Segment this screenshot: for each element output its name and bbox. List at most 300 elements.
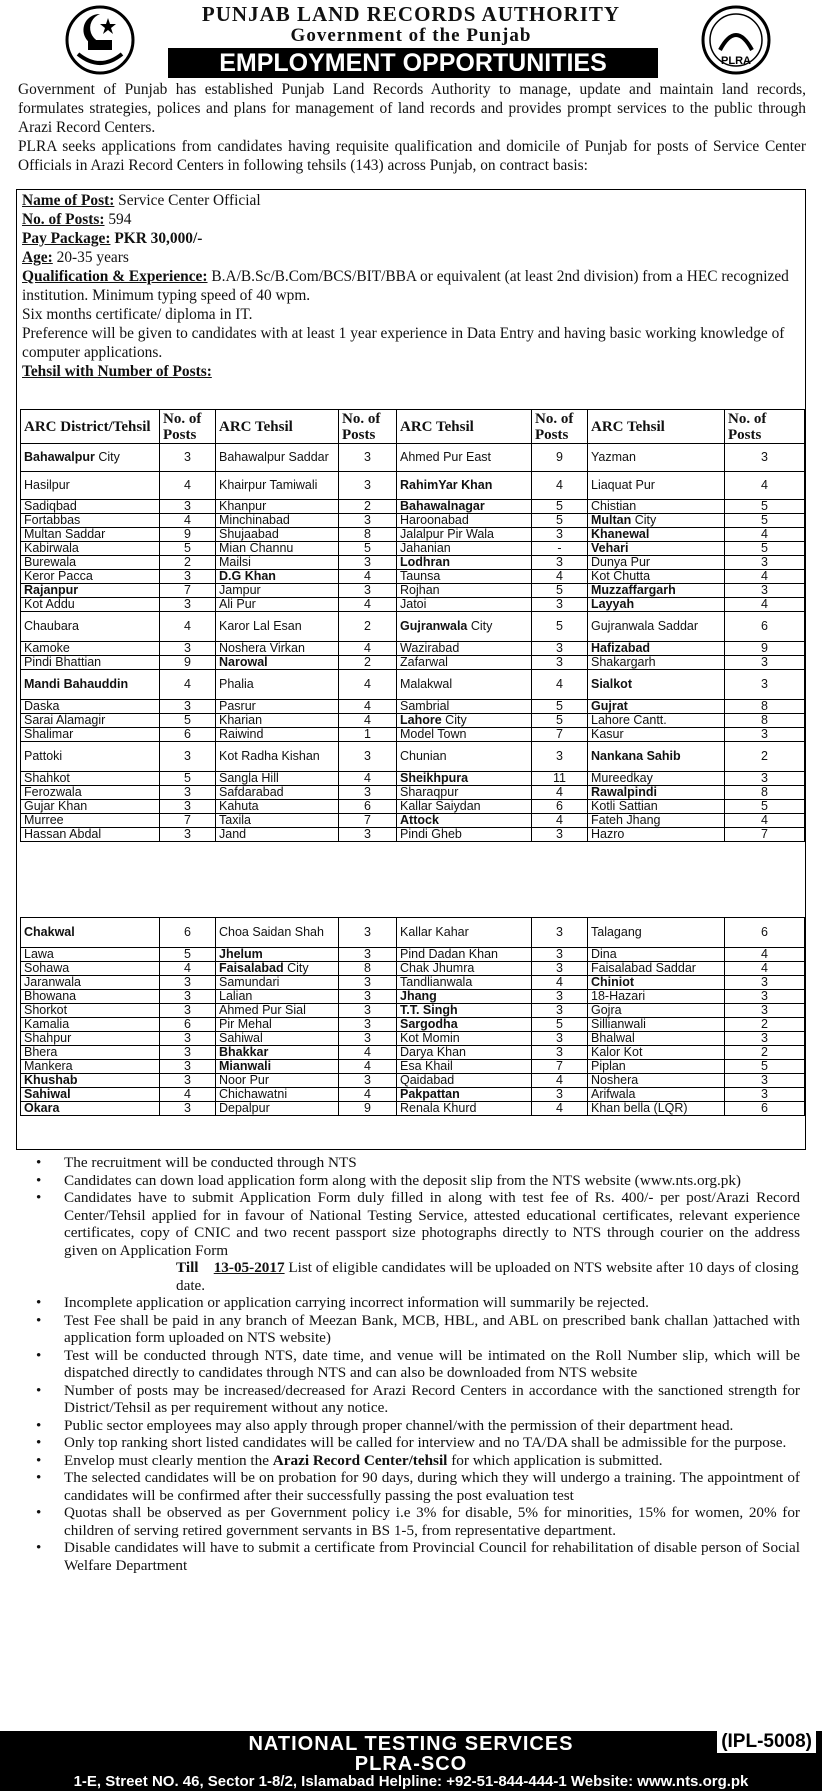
tehsil-name-cell: Kasur xyxy=(588,728,725,742)
tehsil-name-cell: Lalian xyxy=(216,990,339,1004)
tehsil-name-cell: Piplan xyxy=(588,1060,725,1074)
posts-count-cell: 5 xyxy=(532,500,588,514)
tehsil-name-cell: Kot Chutta xyxy=(588,570,725,584)
footer-code: PLRA-SCO xyxy=(354,1753,468,1775)
tehsil-name-cell: Daska xyxy=(21,700,160,714)
header-arc-tehsil: ARC Tehsil xyxy=(216,410,339,444)
district-suffix: City xyxy=(467,619,493,633)
district-name: RahimYar Khan xyxy=(400,478,493,492)
posts-count-cell: 3 xyxy=(725,556,805,570)
post-name-value: Service Center Official xyxy=(114,192,261,209)
tehsil-name-cell: Noshera xyxy=(588,1074,725,1088)
tehsil-name-cell: Pindi Bhattian xyxy=(21,656,160,670)
age-value: 20-35 years xyxy=(52,249,129,266)
posts-count-cell: 4 xyxy=(339,1088,397,1102)
posts-count-cell: 5 xyxy=(725,1060,805,1074)
tehsil-name-cell xyxy=(588,514,725,528)
posts-count-cell: 4 xyxy=(725,528,805,542)
posts-count-cell: 4 xyxy=(532,1074,588,1088)
posts-count-cell: 2 xyxy=(725,742,805,772)
table-row xyxy=(21,1088,805,1102)
tehsil-name-cell: Mureedkay xyxy=(588,772,725,786)
posts-count-cell: 3 xyxy=(160,642,216,656)
closing-date-line xyxy=(36,1259,800,1294)
tehsil-name-cell: Kot Momin xyxy=(397,1032,532,1046)
posts-count-cell: 7 xyxy=(339,814,397,828)
posts-count-cell: 3 xyxy=(532,642,588,656)
tehsil-name-cell: Mankera xyxy=(21,1060,160,1074)
posts-count-cell: 3 xyxy=(532,1046,588,1060)
header-posts: No. of Posts xyxy=(160,410,216,444)
posts-count-cell: 4 xyxy=(339,714,397,728)
posts-count-cell: 3 xyxy=(532,656,588,670)
posts-count-cell: 3 xyxy=(725,976,805,990)
tehsil-name-cell: Hassan Abdal xyxy=(21,828,160,842)
posts-count-cell: 3 xyxy=(339,1004,397,1018)
posts-count-line xyxy=(22,210,802,229)
tehsil-name-cell xyxy=(397,990,532,1004)
tehsil-name-cell: Ferozwala xyxy=(21,786,160,800)
tehsil-name-cell: Chistian xyxy=(588,500,725,514)
posts-count-cell: 3 xyxy=(160,786,216,800)
tehsil-heading xyxy=(22,362,802,381)
posts-count-cell: 2 xyxy=(725,1018,805,1032)
tehsil-name-cell: Safdarabad xyxy=(216,786,339,800)
tehsil-name-cell: Bhowana xyxy=(21,990,160,1004)
posts-count-cell: 3 xyxy=(725,444,805,472)
district-name: Mianwali xyxy=(219,1059,272,1073)
posts-count-cell: 3 xyxy=(339,990,397,1004)
tehsil-name-cell: Khairpur Tamiwali xyxy=(216,472,339,500)
posts-count-cell: 5 xyxy=(532,1018,588,1032)
tehsil-name-cell xyxy=(216,1060,339,1074)
tehsil-name-cell xyxy=(588,670,725,700)
posts-count-cell: 4 xyxy=(725,472,805,500)
posts-count-cell: 4 xyxy=(160,514,216,528)
district-name: Jhelum xyxy=(219,947,263,961)
posts-count-cell: 7 xyxy=(160,814,216,828)
table-row xyxy=(21,528,805,542)
posts-count-cell: 3 xyxy=(160,1060,216,1074)
tehsil-name-cell: Ahmed Pur East xyxy=(397,444,532,472)
posts-count-cell: 3 xyxy=(532,918,588,948)
instruction-item: • Candidates can down load application form along with the deposit slip from the NTS website (www.nts.org.pk) xyxy=(36,1172,800,1190)
instruction-item: • Candidates have to submit Application Form duly filled in along with test fee of Rs. 400/- per post/Arazi Record Center/Tehsil applied for in favour of National Testing Service, attested educational certificates, relevant experience certificates, copy of CNIC and two recent passport size photographs directly to NTS through courier on the address given on Application Form xyxy=(36,1189,800,1259)
posts-count-cell: 7 xyxy=(532,728,588,742)
tehsil-name-cell: Kot Addu xyxy=(21,598,160,612)
posts-count-cell: 3 xyxy=(725,1004,805,1018)
district-name: T.T. Singh xyxy=(400,1003,458,1017)
posts-count-cell: 11 xyxy=(532,772,588,786)
qualification-line-3: Preference will be given to candidates with at least 1 year experience in Data Entry and having basic working knowledge of computer applications. xyxy=(22,325,785,361)
posts-count-cell: 3 xyxy=(160,800,216,814)
table-row xyxy=(21,990,805,1004)
posts-count-cell: 3 xyxy=(339,1018,397,1032)
district-name: Multan xyxy=(591,513,632,527)
tehsil-name-cell xyxy=(397,1018,532,1032)
tehsil-name-cell xyxy=(397,500,532,514)
tehsil-name-cell: Khanpur xyxy=(216,500,339,514)
posts-count-cell: 3 xyxy=(339,514,397,528)
tehsil-name-cell xyxy=(397,814,532,828)
header-title: PUNJAB LAND RECORDS AUTHORITY xyxy=(201,2,621,26)
tehsil-name-cell: Chak Jhumra xyxy=(397,962,532,976)
table-row xyxy=(21,1004,805,1018)
tehsil-name-cell: Shalimar xyxy=(21,728,160,742)
tehsil-name-cell: Shakargarh xyxy=(588,656,725,670)
tehsil-name-cell: Fateh Jhang xyxy=(588,814,725,828)
tehsil-name-cell: Bahawalpur Saddar xyxy=(216,444,339,472)
posts-count-cell: 3 xyxy=(532,1032,588,1046)
posts-count-cell: 3 xyxy=(532,990,588,1004)
tehsil-name-cell: Gujar Khan xyxy=(21,800,160,814)
district-name: Sargodha xyxy=(400,1017,458,1031)
table-row xyxy=(21,828,805,842)
tehsil-name-cell: Khan bella (LQR) xyxy=(588,1102,725,1116)
posts-count-cell: 3 xyxy=(725,584,805,598)
posts-count-cell: 5 xyxy=(160,772,216,786)
post-name-label: Name of Post: xyxy=(22,192,115,209)
posts-count-cell: 8 xyxy=(725,714,805,728)
tehsil-name-cell: Karor Lal Esan xyxy=(216,612,339,642)
tehsil-name-cell: Shahkot xyxy=(21,772,160,786)
posts-count-cell: 4 xyxy=(160,670,216,700)
district-name: Nankana Sahib xyxy=(591,749,681,763)
table-row xyxy=(21,1074,805,1088)
tehsil-name-cell: Taxila xyxy=(216,814,339,828)
tehsil-name-cell: Pattoki xyxy=(21,742,160,772)
tehsil-name-cell xyxy=(21,670,160,700)
posts-count-cell: 4 xyxy=(339,1060,397,1074)
tehsil-name-cell: Pindi Gheb xyxy=(397,828,532,842)
table-row xyxy=(21,556,805,570)
intro-section xyxy=(18,80,806,175)
pay-value: PKR 30,000/- xyxy=(110,230,203,247)
posts-count-cell: 3 xyxy=(532,948,588,962)
posts-count-cell: 3 xyxy=(160,1004,216,1018)
posts-count-cell: 8 xyxy=(725,700,805,714)
posts-count-cell: 3 xyxy=(160,570,216,584)
posts-count-cell: 3 xyxy=(160,1102,216,1116)
posts-count-cell: 7 xyxy=(725,828,805,842)
posts-count-cell: 3 xyxy=(725,990,805,1004)
instruction-item: • Number of posts may be increased/decreased for Arazi Record Centers in accordance with the sanctioned strength for District/Tehsil as per requirement without any notice. xyxy=(36,1382,800,1417)
footer-nts-title: NATIONAL TESTING SERVICES xyxy=(248,1733,574,1755)
qualification-line-2: Six months certificate/ diploma in IT. xyxy=(22,306,253,323)
posts-count-cell: 8 xyxy=(339,962,397,976)
tehsil-name-cell: Taunsa xyxy=(397,570,532,584)
tehsil-name-cell: Sadiqbad xyxy=(21,500,160,514)
tehsil-name-cell: Yazman xyxy=(588,444,725,472)
posts-count-cell: 3 xyxy=(339,948,397,962)
posts-count-cell: 4 xyxy=(339,700,397,714)
instruction-item: • Test will be conducted through NTS, date time, and venue will be intimated on the Roll Number slip, which will be dispatched directly to candidates through NTS and can also be downloaded from NTS website xyxy=(36,1347,800,1382)
tehsil-name-cell xyxy=(397,612,532,642)
district-name: Gujranwala xyxy=(400,619,468,633)
tehsil-name-cell: Ahmed Pur Sial xyxy=(216,1004,339,1018)
tehsil-name-cell: Dina xyxy=(588,948,725,962)
tehsil-name-cell: Kamalia xyxy=(21,1018,160,1032)
posts-count-cell: 3 xyxy=(160,444,216,472)
posts-count-cell: 3 xyxy=(532,1088,588,1102)
posts-count-cell: 3 xyxy=(339,828,397,842)
tehsil-name-cell xyxy=(397,1004,532,1018)
header-arc-district: ARC District/Tehsil xyxy=(21,410,160,444)
table-row xyxy=(21,700,805,714)
tehsil-name-cell: Jaranwala xyxy=(21,976,160,990)
tehsil-name-cell: Arifwala xyxy=(588,1088,725,1102)
table-row xyxy=(21,800,805,814)
table-row xyxy=(21,570,805,584)
post-name-line xyxy=(22,191,802,210)
posts-count-cell: 4 xyxy=(532,976,588,990)
tehsil-name-cell: Phalia xyxy=(216,670,339,700)
instruction-item: • Public sector employees may also apply through proper channel/with the permission of their department head. xyxy=(36,1417,800,1435)
table-row xyxy=(21,584,805,598)
tehsil-name-cell xyxy=(21,918,160,948)
tehsil-name-cell: Esa Khail xyxy=(397,1060,532,1074)
table-row xyxy=(21,962,805,976)
posts-count-cell: 3 xyxy=(160,828,216,842)
table-row xyxy=(21,976,805,990)
posts-count-cell: - xyxy=(532,542,588,556)
tehsil-name-cell: 18-Hazari xyxy=(588,990,725,1004)
posts-count-cell: 4 xyxy=(339,570,397,584)
district-name: Bahawalnagar xyxy=(400,499,485,513)
posts-count-cell: 8 xyxy=(725,786,805,800)
table-row xyxy=(21,728,805,742)
tehsil-name-cell: Bhalwal xyxy=(588,1032,725,1046)
tehsil-name-cell xyxy=(588,742,725,772)
district-name: D.G Khan xyxy=(219,569,276,583)
posts-count-cell: 4 xyxy=(160,472,216,500)
tehsil-name-cell: Pind Dadan Khan xyxy=(397,948,532,962)
posts-count-cell: 5 xyxy=(532,612,588,642)
tehsil-name-cell: Chaubara xyxy=(21,612,160,642)
posts-count-cell: 4 xyxy=(339,670,397,700)
table-body xyxy=(21,444,805,842)
posts-count-cell: 3 xyxy=(160,700,216,714)
tehsil-name-cell xyxy=(588,700,725,714)
posts-count-cell: 3 xyxy=(160,500,216,514)
posts-count-cell: 8 xyxy=(339,528,397,542)
posts-count-cell: 3 xyxy=(339,742,397,772)
district-name: Hafizabad xyxy=(591,641,651,655)
tehsil-name-cell xyxy=(588,786,725,800)
tehsil-name-cell: Samundari xyxy=(216,976,339,990)
posts-count-cell: 6 xyxy=(339,800,397,814)
tehsil-name-cell: Kallar Kahar xyxy=(397,918,532,948)
envelope-note-end: for which application is submitted. xyxy=(447,1451,663,1469)
district-name: Muzzaffargarh xyxy=(591,583,676,597)
table-row xyxy=(21,612,805,642)
till-label: Till xyxy=(176,1259,199,1276)
plra-logo-icon xyxy=(700,4,772,76)
plra-logo-text: PLRA xyxy=(721,55,751,67)
tehsil-name-cell: Sarai Alamagir xyxy=(21,714,160,728)
envelope-note-emphasis: Arazi Record Center/tehsil xyxy=(272,1451,448,1469)
posts-count-cell: 3 xyxy=(532,962,588,976)
tehsil-name-cell: Mailsi xyxy=(216,556,339,570)
district-name: Chiniot xyxy=(591,975,635,989)
pay-line xyxy=(22,229,802,248)
posts-count-cell: 4 xyxy=(532,472,588,500)
instruction-item: • Test Fee shall be paid in any branch of Meezan Bank, MCB, HBL, and ABL on prescribed bank challan )attached with application form uploaded on NTS website) xyxy=(36,1312,800,1347)
posts-count-cell: 3 xyxy=(725,772,805,786)
posts-count-cell: 5 xyxy=(160,714,216,728)
posts-count-cell: 2 xyxy=(339,500,397,514)
tehsil-name-cell: Faisalabad Saddar xyxy=(588,962,725,976)
district-name: Attock xyxy=(400,813,439,827)
tehsil-name-cell xyxy=(216,1046,339,1060)
tehsil-name-cell: Ali Pur xyxy=(216,598,339,612)
posts-count-cell: 3 xyxy=(532,528,588,542)
tehsil-name-cell xyxy=(588,584,725,598)
table-row xyxy=(21,786,805,800)
footer xyxy=(0,1731,822,1791)
posts-count-cell: 5 xyxy=(160,542,216,556)
header-arc-tehsil: ARC Tehsil xyxy=(588,410,725,444)
table-row xyxy=(21,514,805,528)
posts-count-cell: 3 xyxy=(339,976,397,990)
posts-count-cell: 5 xyxy=(532,514,588,528)
tehsil-name-cell: Liaquat Pur xyxy=(588,472,725,500)
tehsil-name-cell: Shujaabad xyxy=(216,528,339,542)
district-name: Chakwal xyxy=(24,925,75,939)
district-suffix: City xyxy=(631,513,657,527)
posts-count-cell: 3 xyxy=(725,1074,805,1088)
employment-banner: EMPLOYMENT OPPORTUNITIES xyxy=(168,48,658,78)
table-row xyxy=(21,814,805,828)
posts-count-cell: 4 xyxy=(339,598,397,612)
header-subtitle: Government of the Punjab xyxy=(290,25,532,46)
district-name: Lahore xyxy=(400,713,442,727)
tehsil-name-cell xyxy=(21,1102,160,1116)
tehsil-name-cell: Depalpur xyxy=(216,1102,339,1116)
table-row xyxy=(21,742,805,772)
posts-count-cell: 4 xyxy=(725,948,805,962)
district-name: Layyah xyxy=(591,597,635,611)
posts-count-cell: 3 xyxy=(160,1074,216,1088)
tehsil-name-cell: Malakwal xyxy=(397,670,532,700)
posts-count-cell: 3 xyxy=(532,556,588,570)
tehsil-name-cell: Fortabbas xyxy=(21,514,160,528)
tehsil-name-cell xyxy=(588,976,725,990)
posts-count-cell: 3 xyxy=(725,1032,805,1046)
posts-count-cell: 6 xyxy=(725,1102,805,1116)
posts-count-cell: 5 xyxy=(160,948,216,962)
tehsil-name-cell xyxy=(21,1088,160,1102)
tehsil-name-cell xyxy=(397,556,532,570)
tehsil-name-cell: Lahore Cantt. xyxy=(588,714,725,728)
district-name: Faisalabad xyxy=(219,961,284,975)
tehsil-name-cell xyxy=(21,444,160,472)
age-label: Age: xyxy=(22,249,53,266)
posts-count-cell: 4 xyxy=(725,814,805,828)
qualification-value: B.A/B.Sc/B.Com/BCS/BIT/BBA or equivalent (at least 2nd division) from a HEC recognized institution. Minimum typing speed of 40 wpm. xyxy=(22,268,789,304)
table-header-row xyxy=(21,410,805,444)
posts-count-cell: 4 xyxy=(160,612,216,642)
tehsil-name-cell: Choa Saidan Shah xyxy=(216,918,339,948)
tehsil-name-cell: Shahpur xyxy=(21,1032,160,1046)
tehsil-name-cell: Kamoke xyxy=(21,642,160,656)
posts-count-cell: 6 xyxy=(725,612,805,642)
tehsil-name-cell xyxy=(397,772,532,786)
posts-count-cell: 4 xyxy=(725,962,805,976)
tehsil-name-cell xyxy=(21,584,160,598)
tehsil-name-cell xyxy=(216,962,339,976)
posts-count-cell: 2 xyxy=(725,1046,805,1060)
tehsil-name-cell: Gujranwala Saddar xyxy=(588,612,725,642)
tehsil-name-cell: Zafarwal xyxy=(397,656,532,670)
tehsil-name-cell: Sharaqpur xyxy=(397,786,532,800)
header-posts: No. of Posts xyxy=(725,410,805,444)
header-posts: No. of Posts xyxy=(339,410,397,444)
instruction-item: • The recruitment will be conducted through NTS xyxy=(36,1154,800,1172)
tehsil-name-cell: Kharian xyxy=(216,714,339,728)
district-name: Khushab xyxy=(24,1073,78,1087)
tehsil-label: Tehsil with Number of Posts: xyxy=(22,363,212,380)
tehsil-name-cell: Chichawatni xyxy=(216,1088,339,1102)
age-line xyxy=(22,248,802,267)
posts-count-cell: 6 xyxy=(725,918,805,948)
posts-count-cell: 4 xyxy=(532,1102,588,1116)
tehsil-posts-table xyxy=(20,409,805,842)
instruction-item: • Quotas shall be observed as per Government policy i.e 3% for disable, 5% for minorities, 15% for women, 20% for children of serving retired government servants in BS 1-5, from representative department. xyxy=(36,1504,800,1539)
tehsil-name-cell: Jand xyxy=(216,828,339,842)
table-row xyxy=(21,772,805,786)
posts-count-cell: 7 xyxy=(160,584,216,598)
table-row xyxy=(21,714,805,728)
tehsil-name-cell: Lawa xyxy=(21,948,160,962)
district-name: Gujrat xyxy=(591,699,628,713)
table-row xyxy=(21,1032,805,1046)
tehsil-name-cell: Pir Mehal xyxy=(216,1018,339,1032)
tehsil-name-cell: Rojhan xyxy=(397,584,532,598)
posts-count-cell: 4 xyxy=(339,1046,397,1060)
posts-count-cell: 3 xyxy=(532,828,588,842)
posts-count-cell: 3 xyxy=(339,472,397,500)
posts-count-cell: 9 xyxy=(532,444,588,472)
tehsil-name-cell xyxy=(216,570,339,584)
posts-count-cell: 3 xyxy=(532,598,588,612)
posts-count-cell: 5 xyxy=(532,714,588,728)
district-name: Pakpattan xyxy=(400,1087,460,1101)
qualification-line xyxy=(22,267,802,305)
table-row xyxy=(21,1046,805,1060)
posts-count-cell: 3 xyxy=(725,670,805,700)
posts-count-cell: 4 xyxy=(532,814,588,828)
posts-count-cell: 9 xyxy=(160,656,216,670)
tehsil-name-cell xyxy=(588,598,725,612)
district-name: Bahawalpur xyxy=(24,450,95,464)
tehsil-posts-table-continued xyxy=(20,917,805,1116)
tehsil-name-cell: Burewala xyxy=(21,556,160,570)
district-name: Lodhran xyxy=(400,555,450,569)
posts-count-cell: 4 xyxy=(339,642,397,656)
tehsil-name-cell: Renala Khurd xyxy=(397,1102,532,1116)
posts-count-cell: 3 xyxy=(160,1032,216,1046)
intro-paragraph-1: Government of Punjab has established Punjab Land Records Authority to manage, update and maintain land records, formulates strategies, polices and plans for management of land records and provides prompt services to the public through Arazi Record Centers. xyxy=(18,81,806,136)
posts-count-cell: 3 xyxy=(725,1088,805,1102)
district-suffix: City xyxy=(94,450,120,464)
tehsil-name-cell: Hazro xyxy=(588,828,725,842)
tehsil-name-cell: Sambrial xyxy=(397,700,532,714)
tehsil-name-cell: Wazirabad xyxy=(397,642,532,656)
tehsil-name-cell: Kahuta xyxy=(216,800,339,814)
posts-count-cell: 3 xyxy=(160,742,216,772)
tehsil-name-cell: Qaidabad xyxy=(397,1074,532,1088)
